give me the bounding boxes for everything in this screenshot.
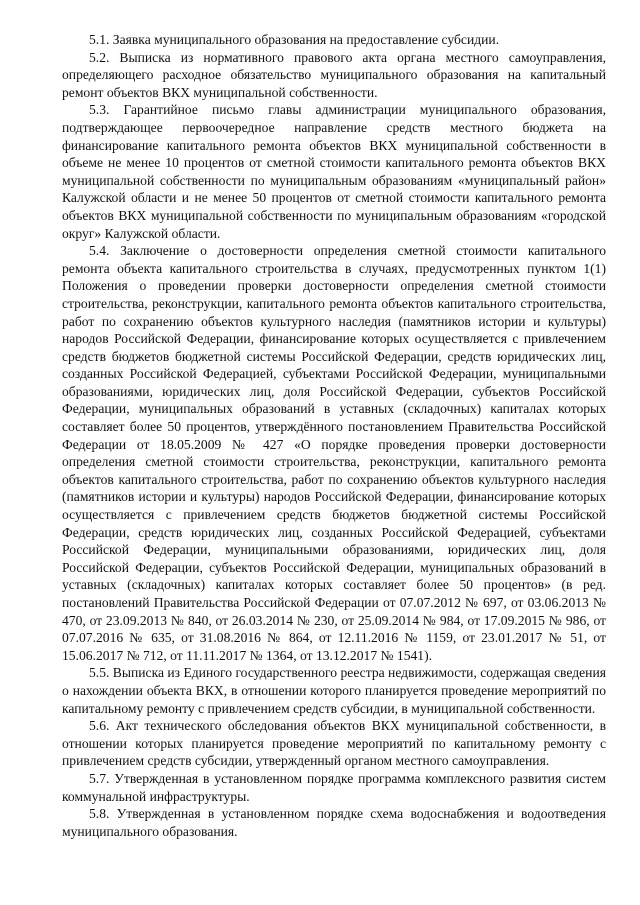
paragraph-5-7: 5.7. Утвержденная в установленном порядке программа комплексного развития систем коммунальной инфраструктуры.	[62, 770, 606, 804]
paragraph-5-4: 5.4. Заключение о достоверности определения сметной стоимости капитального ремонта объекта капитального строительства в случаях, предусмотренных пунктом 1(1) Положения о проведении проверки достоверности определения сметной стоимости строительства, реконструкции, капитального ремонта объектов капитального строительства, работ по сохранению объектов культурного наследия (памятников истории и культуры) народов Российской Федерации, финансирование которых осуществляется с привлечением средств бюджетов бюджетной системы Российской Федерации, средств юридических лиц, созданных Российской Федерацией, субъектами Российской Федерации, муниципальными образованиями, юридических лиц, доля Российской Федерации, субъектов Российской Федерации, муниципальных образований в уставных (складочных) капиталах которых составляет более 50 процентов, утверждённого постановлением Правительства Российской Федерации от 18.05.2009 № 427 «О порядке проведения проверки достоверности определения сметной стоимости строительства, реконструкции, капитального ремонта объектов капитального строительства, работ по сохранению объектов культурного наследия (памятников истории и культуры) народов Российской Федерации, финансирование которых осуществляется с привлечением средств бюджетов бюджетной системы Российской Федерации, средств юридических лиц, созданных Российской Федерацией, субъектами Российской Федерации, муниципальными образованиями, юридических лиц, доля Российской Федерации, субъектов Российской Федерации, муниципальных образований в уставных (складочных) капиталах которых составляет более 50 процентов» (в ред. постановлений Правительства Российской Федерации от 07.07.2012 № 697, от 03.06.2013 № 470, от 23.09.2013 № 840, от 26.03.2014 № 230, от 25.09.2014 № 984, от 17.09.2015 № 986, от 07.07.2016 № 635, от 31.08.2016 № 864, от 12.11.2016 № 1159, от 23.01.2017 № 51, от 15.06.2017 № 712, от 11.11.2017 № 1364, от 13.12.2017 № 1541).	[62, 243, 606, 663]
paragraph-5-8: 5.8. Утвержденная в установленном порядке схема водоснабжения и водоотведения муниципального образования.	[62, 806, 606, 839]
paragraph-5-6: 5.6. Акт технического обследования объектов ВКХ муниципальной собственности, в отношении которых планируется проведение мероприятий по капитальному ремонту с привлечением средств субсидии, утвержденный органом местного самоуправления.	[62, 718, 606, 769]
paragraph-5-5: 5.5. Выписка из Единого государственного реестра недвижимости, содержащая сведения о нахождении объекта ВКХ, в отношении которого планируется проведение мероприятий по капитальному ремонту с привлечением средств субсидии, в муниципальной собственности.	[62, 665, 606, 716]
paragraph-5-1: 5.1. Заявка муниципального образования на предоставление субсидии.	[89, 32, 500, 47]
document-page	[62, 31, 606, 840]
paragraph-5-2: 5.2. Выписка из нормативного правового акта органа местного самоуправления, определяющего расходное обязательство муниципального образования на капитальный ремонт объектов ВКХ муниципальной собственности.	[62, 49, 606, 100]
paragraph-5-3: 5.3. Гарантийное письмо главы администрации муниципального образования, подтверждающее первоочередное направление средств местного бюджета на финансирование капитального ремонта объектов ВКХ муниципальной собственности в объеме не менее 10 процентов от сметной стоимости капитального ремонта объектов ВКХ муниципальной собственности по муниципальным образованиям «муниципальный район» Калужской области и не менее 50 процентов от сметной стоимости капитального ремонта объектов ВКХ муниципальной собственности по муниципальным образованиям «городской округ» Калужской области.	[62, 102, 606, 241]
